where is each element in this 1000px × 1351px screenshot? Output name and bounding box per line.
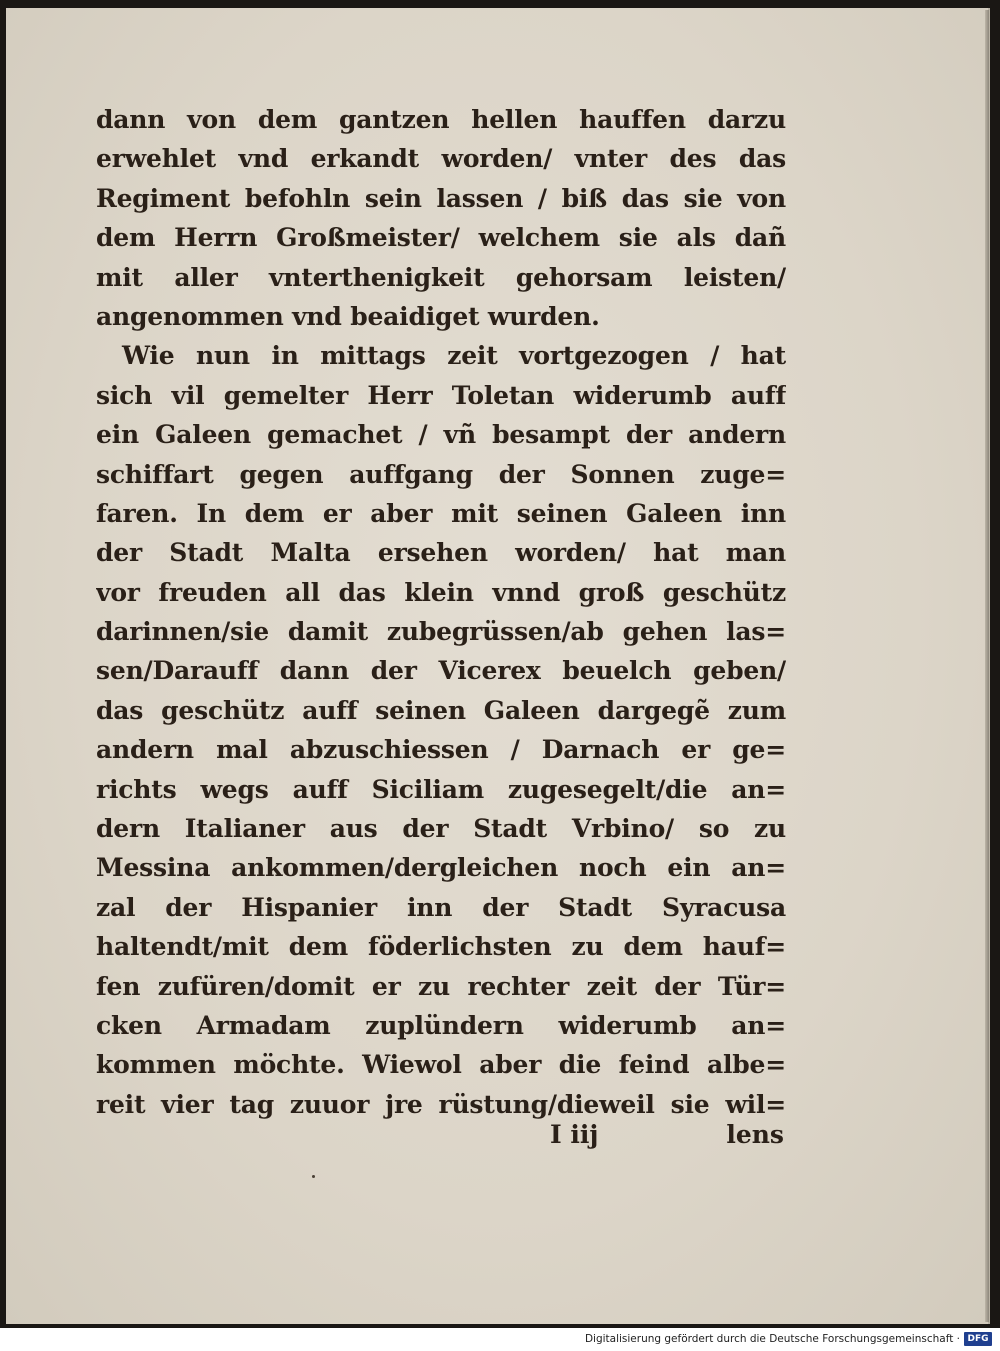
text-line: kommen möchte. Wiewol aber die feind albe=	[96, 1050, 786, 1080]
text-line: faren. In dem er aber mit seinen Galeen inn	[96, 498, 786, 528]
text-line: sen/Darauff dann der Vicerex beuelch geben/	[96, 656, 786, 686]
text-line: mit aller vnterthenigkeit gehorsam leisten/	[96, 262, 786, 292]
catchword: lens	[726, 1120, 784, 1149]
text-line: schiffart gegen auffgang der Sonnen zuge=	[96, 459, 786, 489]
text-line: dem Herrn Großmeister/ welchem sie als dañ	[96, 223, 786, 253]
text-line: haltendt/mit dem föderlichsten zu dem hauf=	[96, 932, 786, 962]
text-line: darinnen/sie damit zubegrüssen/ab gehen las=	[96, 617, 786, 647]
text-line: zal der Hispanier inn der Stadt Syracusa	[96, 892, 786, 922]
text-line: dann von dem gantzen hellen hauffen darzu	[96, 105, 786, 134]
text-line: fen zufüren/domit er zu rechter zeit der Tür=	[96, 971, 786, 1001]
text-line: cken Armadam zuplündern widerumb an=	[96, 1010, 786, 1040]
text-line: andern mal abzuschiessen / Darnach er ge=	[96, 735, 786, 765]
paper-speck	[312, 1175, 315, 1178]
text-line: richts wegs auff Siciliam zugesegelt/die an=	[96, 774, 786, 804]
text-line: dern Italianer aus der Stadt Vrbino/ so zu	[96, 814, 786, 844]
text-line: Regiment befohln sein lassen / biß das sie von	[96, 183, 786, 213]
text-line: das geschütz auff seinen Galeen dargegẽ zum	[96, 695, 786, 725]
text-line: erwehlet vnd erkandt worden/ vnter des das	[96, 144, 786, 174]
text-line: reit vier tag zuuor jre rüstung/dieweil sie wil=	[96, 1089, 786, 1119]
signature-mark: I iij	[550, 1120, 599, 1149]
dfg-logo-icon: DFG	[964, 1332, 992, 1346]
page-edge	[985, 10, 989, 1322]
page-text-block	[96, 100, 786, 1124]
text-line: sich vil gemelter Herr Toletan widerumb auff	[96, 380, 786, 410]
text-line: Wie nun in mittags zeit vortgezogen / hat	[122, 341, 786, 371]
text-line: der Stadt Malta ersehen worden/ hat man	[96, 538, 786, 568]
text-line: ein Galeen gemachet / vñ besampt der andern	[96, 420, 786, 450]
text-line: angenommen vnd beaidiget wurden.	[96, 301, 600, 331]
digitization-credit: Digitalisierung gefördert durch die Deutsche Forschungsgemeinschaft ·	[584, 1333, 960, 1345]
text-line: vor freuden all das klein vnnd groß geschütz	[96, 577, 786, 607]
credit-bar	[0, 1328, 1000, 1351]
page-footer	[96, 1120, 786, 1160]
text-line: Messina ankommen/dergleichen noch ein an=	[96, 853, 786, 883]
